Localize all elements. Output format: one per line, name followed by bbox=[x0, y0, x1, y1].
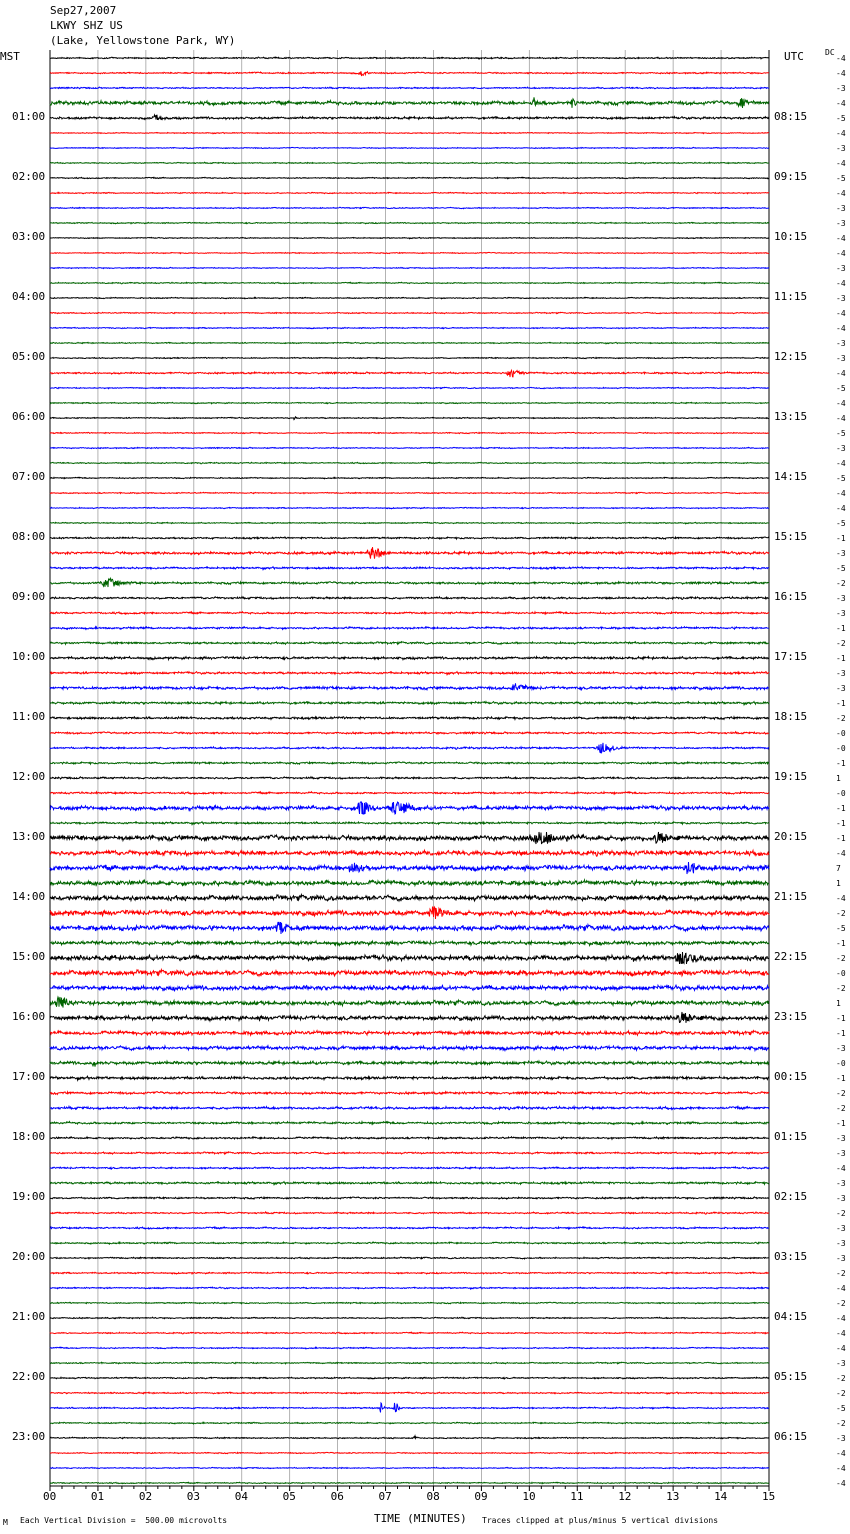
dc-offset-value: -0 bbox=[836, 789, 846, 798]
seismic-trace bbox=[50, 402, 769, 403]
seismic-trace bbox=[50, 115, 769, 120]
left-hour-label: 08:00 bbox=[12, 530, 46, 543]
dc-offset-value: -1 bbox=[836, 654, 846, 663]
x-tick-label: 12 bbox=[618, 1490, 632, 1503]
dc-offset-value: -4 bbox=[836, 1449, 846, 1458]
dc-offset-value: -4 bbox=[836, 159, 846, 168]
left-hour-label: 10:00 bbox=[12, 650, 46, 663]
dc-offset-value: -3 bbox=[836, 594, 846, 603]
x-tick-label: 07 bbox=[378, 1490, 392, 1503]
dc-offset-value: -1 bbox=[836, 1119, 846, 1128]
seismic-trace bbox=[50, 282, 769, 284]
dc-offset-value: -3 bbox=[836, 294, 846, 303]
dc-offset-value: -4 bbox=[836, 69, 846, 78]
right-hour-label: 00:15 bbox=[774, 1070, 808, 1083]
left-hour-label: 19:00 bbox=[12, 1190, 46, 1203]
scale-note: Each Vertical Division = 500.00 microvolts bbox=[20, 1516, 228, 1525]
right-hour-label: 15:15 bbox=[774, 530, 808, 543]
seismic-trace bbox=[50, 97, 769, 108]
dc-offset-value: 1 bbox=[836, 999, 841, 1008]
dc-offset-value: -1 bbox=[836, 804, 846, 813]
dc-offset-value: -1 bbox=[836, 1029, 846, 1038]
right-hour-label: 22:15 bbox=[774, 950, 808, 963]
seismic-trace bbox=[50, 802, 769, 814]
left-hour-label: 15:00 bbox=[12, 950, 46, 963]
right-hour-label: 04:15 bbox=[774, 1310, 808, 1323]
dc-offset-value: -1 bbox=[836, 819, 846, 828]
seismic-trace bbox=[50, 970, 769, 977]
dc-offset-value: -3 bbox=[836, 219, 846, 228]
seismic-trace bbox=[50, 1332, 769, 1334]
dc-offset-value: -0 bbox=[836, 729, 846, 738]
left-hour-label: 01:00 bbox=[12, 110, 46, 123]
dc-offset-value: -3 bbox=[836, 354, 846, 363]
seismic-trace bbox=[50, 87, 769, 89]
seismic-trace bbox=[50, 627, 769, 630]
x-tick-label: 08 bbox=[426, 1490, 440, 1503]
seismic-trace bbox=[50, 1227, 769, 1229]
dc-offset-value: -3 bbox=[836, 1134, 846, 1143]
x-tick-label: 03 bbox=[186, 1490, 201, 1503]
plot-grid bbox=[50, 50, 769, 1486]
dc-offset-value: -1 bbox=[836, 1014, 846, 1023]
dc-offset-value: -3 bbox=[836, 669, 846, 678]
seismic-trace bbox=[50, 357, 769, 358]
right-hour-label: 06:15 bbox=[774, 1430, 808, 1443]
x-tick-label: 05 bbox=[282, 1490, 296, 1503]
seismic-trace bbox=[50, 567, 769, 570]
seismic-trace bbox=[50, 642, 769, 645]
seismic-trace bbox=[50, 447, 769, 448]
x-tick-label: 06 bbox=[330, 1490, 344, 1503]
x-tick-label: 02 bbox=[138, 1490, 153, 1503]
seismic-trace bbox=[50, 177, 769, 179]
dc-offset-value: -1 bbox=[836, 534, 846, 543]
seismic-trace bbox=[50, 1061, 769, 1067]
seismic-trace bbox=[50, 207, 769, 208]
seismic-trace bbox=[50, 985, 769, 991]
dc-offset-value: -3 bbox=[836, 339, 846, 348]
seismic-trace bbox=[50, 1031, 769, 1036]
dc-offset-value: -3 bbox=[836, 549, 846, 558]
seismic-trace bbox=[50, 1377, 769, 1379]
seismic-trace bbox=[50, 922, 769, 934]
dc-offset-value: -3 bbox=[836, 84, 846, 93]
right-hour-label: 18:15 bbox=[774, 710, 808, 723]
right-timezone-label: UTC bbox=[784, 50, 804, 63]
dc-offset-value: -1 bbox=[836, 1074, 846, 1083]
dc-offset-value: -3 bbox=[836, 144, 846, 153]
seismic-trace bbox=[50, 952, 769, 964]
seismic-trace bbox=[50, 1482, 769, 1483]
left-hour-label: 07:00 bbox=[12, 470, 46, 483]
dc-offset-value: -4 bbox=[836, 279, 846, 288]
x-tick-label: 01 bbox=[90, 1490, 105, 1503]
dc-offset-value: -3 bbox=[836, 609, 846, 618]
seismic-trace bbox=[50, 1152, 769, 1154]
left-hour-label: 05:00 bbox=[12, 350, 46, 363]
seismic-trace bbox=[50, 1012, 769, 1023]
seismic-trace bbox=[50, 762, 769, 764]
dc-offset-value: -5 bbox=[836, 429, 846, 438]
dc-offset-value: -0 bbox=[836, 1059, 846, 1068]
seismic-trace bbox=[50, 732, 769, 734]
dc-offset-value: -3 bbox=[836, 264, 846, 273]
chart-date: Sep27,2007 bbox=[50, 4, 117, 17]
seismic-trace bbox=[50, 1167, 769, 1169]
dc-offset-value: -3 bbox=[836, 684, 846, 693]
seismic-trace bbox=[50, 417, 769, 420]
seismic-trace bbox=[50, 672, 769, 675]
right-hour-label: 13:15 bbox=[774, 410, 808, 423]
trace-group bbox=[50, 57, 769, 1484]
seismic-trace bbox=[50, 1197, 769, 1199]
seismic-trace bbox=[50, 579, 769, 588]
dc-offset-value: -4 bbox=[836, 489, 846, 498]
dc-offset-value: -2 bbox=[836, 579, 846, 588]
dc-offset-value: -4 bbox=[836, 234, 846, 243]
dc-offset-value: -4 bbox=[836, 1329, 846, 1338]
seismic-trace bbox=[50, 547, 769, 559]
x-tick-label: 14 bbox=[714, 1490, 728, 1503]
right-hour-label: 11:15 bbox=[774, 290, 808, 303]
seismic-trace bbox=[50, 1092, 769, 1095]
right-hour-label: 09:15 bbox=[774, 170, 808, 183]
dc-offset-value: -1 bbox=[836, 624, 846, 633]
seismic-trace bbox=[50, 147, 769, 148]
seismic-trace bbox=[50, 237, 769, 238]
dc-offset-value: -2 bbox=[836, 1299, 846, 1308]
x-tick-label: 11 bbox=[570, 1490, 584, 1503]
left-hour-label: 16:00 bbox=[12, 1010, 46, 1023]
seismic-trace bbox=[50, 657, 769, 660]
dc-offset-value: -4 bbox=[836, 1314, 846, 1323]
seismic-trace bbox=[50, 822, 769, 825]
seismic-trace bbox=[50, 1182, 769, 1185]
seismic-trace bbox=[50, 312, 769, 313]
dc-offset-value: -2 bbox=[836, 1374, 846, 1383]
seismic-trace bbox=[50, 683, 769, 690]
left-hour-label: 02:00 bbox=[12, 170, 46, 183]
left-hour-label: 03:00 bbox=[12, 230, 46, 243]
seismic-trace bbox=[50, 1452, 769, 1453]
seismic-trace bbox=[50, 850, 769, 856]
seismic-trace bbox=[50, 522, 769, 524]
x-tick-label: 13 bbox=[666, 1490, 680, 1503]
seismic-trace bbox=[50, 192, 769, 194]
seismic-trace bbox=[50, 1347, 769, 1349]
dc-offset-value: -3 bbox=[836, 1254, 846, 1263]
seismic-trace bbox=[50, 222, 769, 223]
x-tick-label: 09 bbox=[474, 1490, 488, 1503]
seismic-trace bbox=[50, 1403, 769, 1412]
station-location: (Lake, Yellowstone Park, WY) bbox=[50, 34, 236, 47]
seismic-trace bbox=[50, 832, 769, 844]
left-hour-label: 14:00 bbox=[12, 890, 46, 903]
seismic-trace bbox=[50, 342, 769, 344]
seismic-trace bbox=[50, 717, 769, 720]
dc-offset-value: -4 bbox=[836, 399, 846, 408]
dc-offset-value: -2 bbox=[836, 1209, 846, 1218]
dc-offset-value: -2 bbox=[836, 1419, 846, 1428]
dc-offset-value: -4 bbox=[836, 369, 846, 378]
seismic-trace bbox=[50, 387, 769, 388]
dc-offset-value: -4 bbox=[836, 324, 846, 333]
seismic-trace bbox=[50, 462, 769, 464]
dc-offset-value: -3 bbox=[836, 1434, 846, 1443]
dc-offset-value: -3 bbox=[836, 1044, 846, 1053]
seismic-trace bbox=[50, 702, 769, 705]
dc-offset-value: -2 bbox=[836, 909, 846, 918]
dc-offset-value: -1 bbox=[836, 939, 846, 948]
seismic-trace bbox=[50, 432, 769, 433]
seismic-trace bbox=[50, 1317, 769, 1319]
left-timezone-label: MST bbox=[0, 50, 20, 63]
x-tick-label: 00 bbox=[43, 1490, 57, 1503]
left-hour-label: 18:00 bbox=[12, 1130, 46, 1143]
seismic-trace bbox=[50, 1122, 769, 1125]
x-axis bbox=[50, 1486, 769, 1491]
dc-offset-value: -5 bbox=[836, 564, 846, 573]
seismic-trace bbox=[50, 743, 769, 753]
seismic-trace bbox=[50, 907, 769, 919]
right-hour-label: 03:15 bbox=[774, 1250, 808, 1263]
seismic-trace bbox=[50, 1212, 769, 1214]
dc-offset-value: 1 bbox=[836, 879, 841, 888]
dc-offset-value: -4 bbox=[836, 99, 846, 108]
dc-offset-value: -2 bbox=[836, 1269, 846, 1278]
seismic-trace bbox=[50, 507, 769, 508]
dc-offset-value: -4 bbox=[836, 414, 846, 423]
right-hour-label: 23:15 bbox=[774, 1010, 808, 1023]
seismic-trace bbox=[50, 1046, 769, 1051]
seismic-trace bbox=[50, 880, 769, 886]
seismic-trace bbox=[50, 597, 769, 600]
dc-offset-value: -4 bbox=[836, 309, 846, 318]
dc-offset-value: -2 bbox=[836, 1389, 846, 1398]
dc-offset-value: -4 bbox=[836, 1464, 846, 1473]
dc-offset-value: -2 bbox=[836, 1104, 846, 1113]
left-hour-label: 09:00 bbox=[12, 590, 46, 603]
dc-offset-value: -1 bbox=[836, 759, 846, 768]
left-hour-label: 20:00 bbox=[12, 1250, 46, 1263]
seismic-trace bbox=[50, 792, 769, 794]
seismic-trace bbox=[50, 71, 769, 76]
right-hour-label: 20:15 bbox=[774, 830, 808, 843]
dc-offset-value: -4 bbox=[836, 504, 846, 513]
dc-offset-value: -2 bbox=[836, 984, 846, 993]
dc-offset-value: -5 bbox=[836, 174, 846, 183]
seismic-trace bbox=[50, 327, 769, 328]
seismic-trace bbox=[50, 57, 769, 59]
dc-offset-value: -4 bbox=[836, 1344, 846, 1353]
seismic-trace bbox=[50, 1422, 769, 1424]
x-tick-label: 15 bbox=[762, 1490, 776, 1503]
clip-note: Traces clipped at plus/minus 5 vertical divisions bbox=[482, 1516, 719, 1525]
seismic-trace bbox=[50, 297, 769, 298]
dc-label: DC bbox=[825, 48, 835, 57]
dc-offset-value: -4 bbox=[836, 1284, 846, 1293]
seismic-trace bbox=[50, 1436, 769, 1439]
seismic-trace bbox=[50, 162, 769, 164]
dc-offset-value: -4 bbox=[836, 249, 846, 258]
left-hour-label: 22:00 bbox=[12, 1370, 46, 1383]
left-hour-label: 04:00 bbox=[12, 290, 46, 303]
left-hour-label: 11:00 bbox=[12, 710, 46, 723]
left-hour-label: 12:00 bbox=[12, 770, 46, 783]
dc-offset-value: -5 bbox=[836, 474, 846, 483]
seismic-trace bbox=[50, 537, 769, 539]
dc-offset-value: -4 bbox=[836, 894, 846, 903]
x-axis-title: TIME (MINUTES) bbox=[374, 1512, 467, 1525]
dc-offset-value: -1 bbox=[836, 834, 846, 843]
seismic-trace bbox=[50, 1362, 769, 1364]
dc-offset-value: -4 bbox=[836, 459, 846, 468]
dc-offset-value: -3 bbox=[836, 1179, 846, 1188]
corner-mark: M bbox=[3, 1518, 8, 1527]
x-tick-label: 04 bbox=[234, 1490, 248, 1503]
dc-offset-value: -3 bbox=[836, 444, 846, 453]
right-hour-label: 21:15 bbox=[774, 890, 808, 903]
right-hour-label: 17:15 bbox=[774, 650, 808, 663]
dc-offset-value: -4 bbox=[836, 54, 846, 63]
dc-offset-value: -3 bbox=[836, 1239, 846, 1248]
dc-offset-value: -1 bbox=[836, 699, 846, 708]
seismic-trace bbox=[50, 895, 769, 901]
dc-offset-value: -5 bbox=[836, 384, 846, 393]
seismic-trace bbox=[50, 1106, 769, 1109]
dc-offset-value: -4 bbox=[836, 129, 846, 138]
seismic-trace bbox=[50, 1137, 769, 1139]
seismic-trace bbox=[50, 1392, 769, 1394]
left-hour-label: 17:00 bbox=[12, 1070, 46, 1083]
seismic-trace bbox=[50, 941, 769, 945]
right-hour-label: 08:15 bbox=[774, 110, 808, 123]
seismic-trace bbox=[50, 1257, 769, 1259]
seismic-trace bbox=[50, 370, 769, 377]
left-hour-label: 06:00 bbox=[12, 410, 46, 423]
seismic-trace bbox=[50, 252, 769, 253]
dc-offset-value: -5 bbox=[836, 519, 846, 528]
left-hour-label: 13:00 bbox=[12, 830, 46, 843]
dc-offset-value: -3 bbox=[836, 1359, 846, 1368]
dc-offset-value: -2 bbox=[836, 714, 846, 723]
dc-offset-value: -0 bbox=[836, 744, 846, 753]
seismic-trace bbox=[50, 997, 769, 1008]
dc-offset-value: 7 bbox=[836, 864, 841, 873]
seismic-trace bbox=[50, 132, 769, 133]
right-hour-label: 10:15 bbox=[774, 230, 808, 243]
dc-offset-value: -5 bbox=[836, 924, 846, 933]
seismic-trace bbox=[50, 1076, 769, 1080]
right-hour-label: 16:15 bbox=[774, 590, 808, 603]
dc-offset-value: -3 bbox=[836, 1224, 846, 1233]
dc-offset-value: -5 bbox=[836, 114, 846, 123]
dc-offset-value: -4 bbox=[836, 1479, 846, 1488]
station-code: LKWY SHZ US bbox=[50, 19, 123, 32]
left-hour-label: 21:00 bbox=[12, 1310, 46, 1323]
right-hour-label: 01:15 bbox=[774, 1130, 808, 1143]
right-hour-label: 05:15 bbox=[774, 1370, 808, 1383]
dc-offset-value: 1 bbox=[836, 774, 841, 783]
seismic-trace bbox=[50, 862, 769, 874]
right-hour-label: 19:15 bbox=[774, 770, 808, 783]
dc-offset-value: -3 bbox=[836, 1194, 846, 1203]
seismic-trace bbox=[50, 1467, 769, 1469]
dc-offset-value: -3 bbox=[836, 204, 846, 213]
dc-offset-value: -0 bbox=[836, 969, 846, 978]
dc-offset-value: -3 bbox=[836, 1149, 846, 1158]
seismic-trace bbox=[50, 1272, 769, 1274]
dc-offset-value: -4 bbox=[836, 1164, 846, 1173]
seismic-trace bbox=[50, 1302, 769, 1304]
x-tick-label: 10 bbox=[522, 1490, 536, 1503]
dc-offset-value: -5 bbox=[836, 1404, 846, 1413]
right-hour-label: 14:15 bbox=[774, 470, 808, 483]
seismic-trace bbox=[50, 612, 769, 614]
right-hour-label: 02:15 bbox=[774, 1190, 808, 1203]
seismic-trace bbox=[50, 492, 769, 493]
dc-offset-value: -2 bbox=[836, 639, 846, 648]
dc-offset-value: -2 bbox=[836, 954, 846, 963]
right-hour-label: 12:15 bbox=[774, 350, 808, 363]
left-hour-label: 23:00 bbox=[12, 1430, 46, 1443]
dc-offset-value: -4 bbox=[836, 849, 846, 858]
dc-offset-value: -4 bbox=[836, 189, 846, 198]
seismic-trace bbox=[50, 477, 769, 478]
dc-offset-value: -2 bbox=[836, 1089, 846, 1098]
seismic-trace bbox=[50, 777, 769, 780]
seismic-trace bbox=[50, 1242, 769, 1244]
seismic-trace bbox=[50, 1287, 769, 1289]
seismic-trace bbox=[50, 267, 769, 268]
